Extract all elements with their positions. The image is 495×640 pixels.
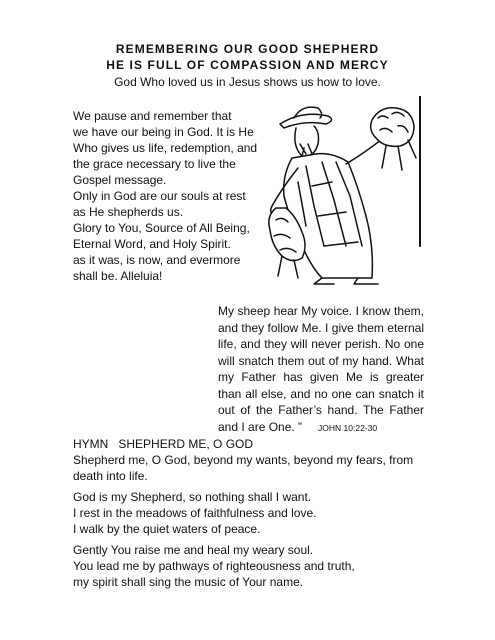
scripture-passage bbox=[218, 303, 424, 436]
page-header bbox=[0, 41, 495, 90]
title-line-1: REMEMBERING OUR GOOD SHEPHERD bbox=[115, 42, 380, 56]
hymn-label: HYMN bbox=[73, 437, 109, 451]
prayer-line: Glory to You, Source of All Being, bbox=[73, 221, 250, 235]
prayer-line: Eternal Word, and Holy Spirit. bbox=[73, 237, 231, 251]
prayer-line: We pause and remember that bbox=[73, 109, 232, 123]
scripture-text: My sheep hear My voice. I know them, and they follow Me. I give them eternal life, and they will never perish. No one will snatch them out of my hand. What my Father has given Me is greater than all else, and no one can snatch it out of the Father’s hand. The Father and I are One. ” bbox=[218, 304, 424, 434]
scripture-reference: JOHN 10:22-30 bbox=[318, 422, 378, 433]
hymn-line: I rest in the meadows of faithfulness and love. bbox=[73, 506, 317, 520]
opening-prayer bbox=[73, 108, 273, 284]
prayer-line: shall be. Alleluia! bbox=[73, 269, 163, 283]
prayer-line: the grace necessary to live the bbox=[73, 157, 236, 171]
prayer-line: we have our being in God. It is He bbox=[73, 125, 254, 139]
hymn-refrain: Shepherd me, O God, beyond my wants, beyond my fears, from death into life. bbox=[73, 453, 414, 483]
hymn-title: SHEPHERD ME, O GOD bbox=[118, 437, 254, 451]
hymn-line: You lead me by pathways of righteousness and truth, bbox=[73, 559, 355, 573]
hymn-line: I walk by the quiet waters of peace. bbox=[73, 522, 261, 536]
hymn-verse-1 bbox=[73, 489, 433, 537]
prayer-line: as He shepherds us. bbox=[73, 205, 184, 219]
subtitle: God Who loved us in Jesus shows us how to love. bbox=[114, 75, 381, 89]
hymn-line: Gently You raise me and heal my weary soul. bbox=[73, 543, 314, 557]
hymn-section bbox=[73, 436, 433, 595]
hymn-line: my spirit shall sing the music of Your name. bbox=[73, 575, 304, 589]
prayer-line: Only in God are our souls at rest bbox=[73, 189, 246, 203]
hymn-heading bbox=[73, 436, 433, 452]
prayer-line: Who gives us life, redemption, and bbox=[73, 141, 258, 155]
hymn-verse-2 bbox=[73, 542, 433, 590]
prayer-line: Gospel message. bbox=[73, 173, 167, 187]
good-shepherd-illustration bbox=[262, 96, 422, 286]
title-line-2: HE IS FULL OF COMPASSION AND MERCY bbox=[106, 58, 389, 72]
hymn-line: God is my Shepherd, so nothing shall I want. bbox=[73, 490, 312, 504]
prayer-line: as it was, is now, and evermore bbox=[73, 253, 241, 267]
